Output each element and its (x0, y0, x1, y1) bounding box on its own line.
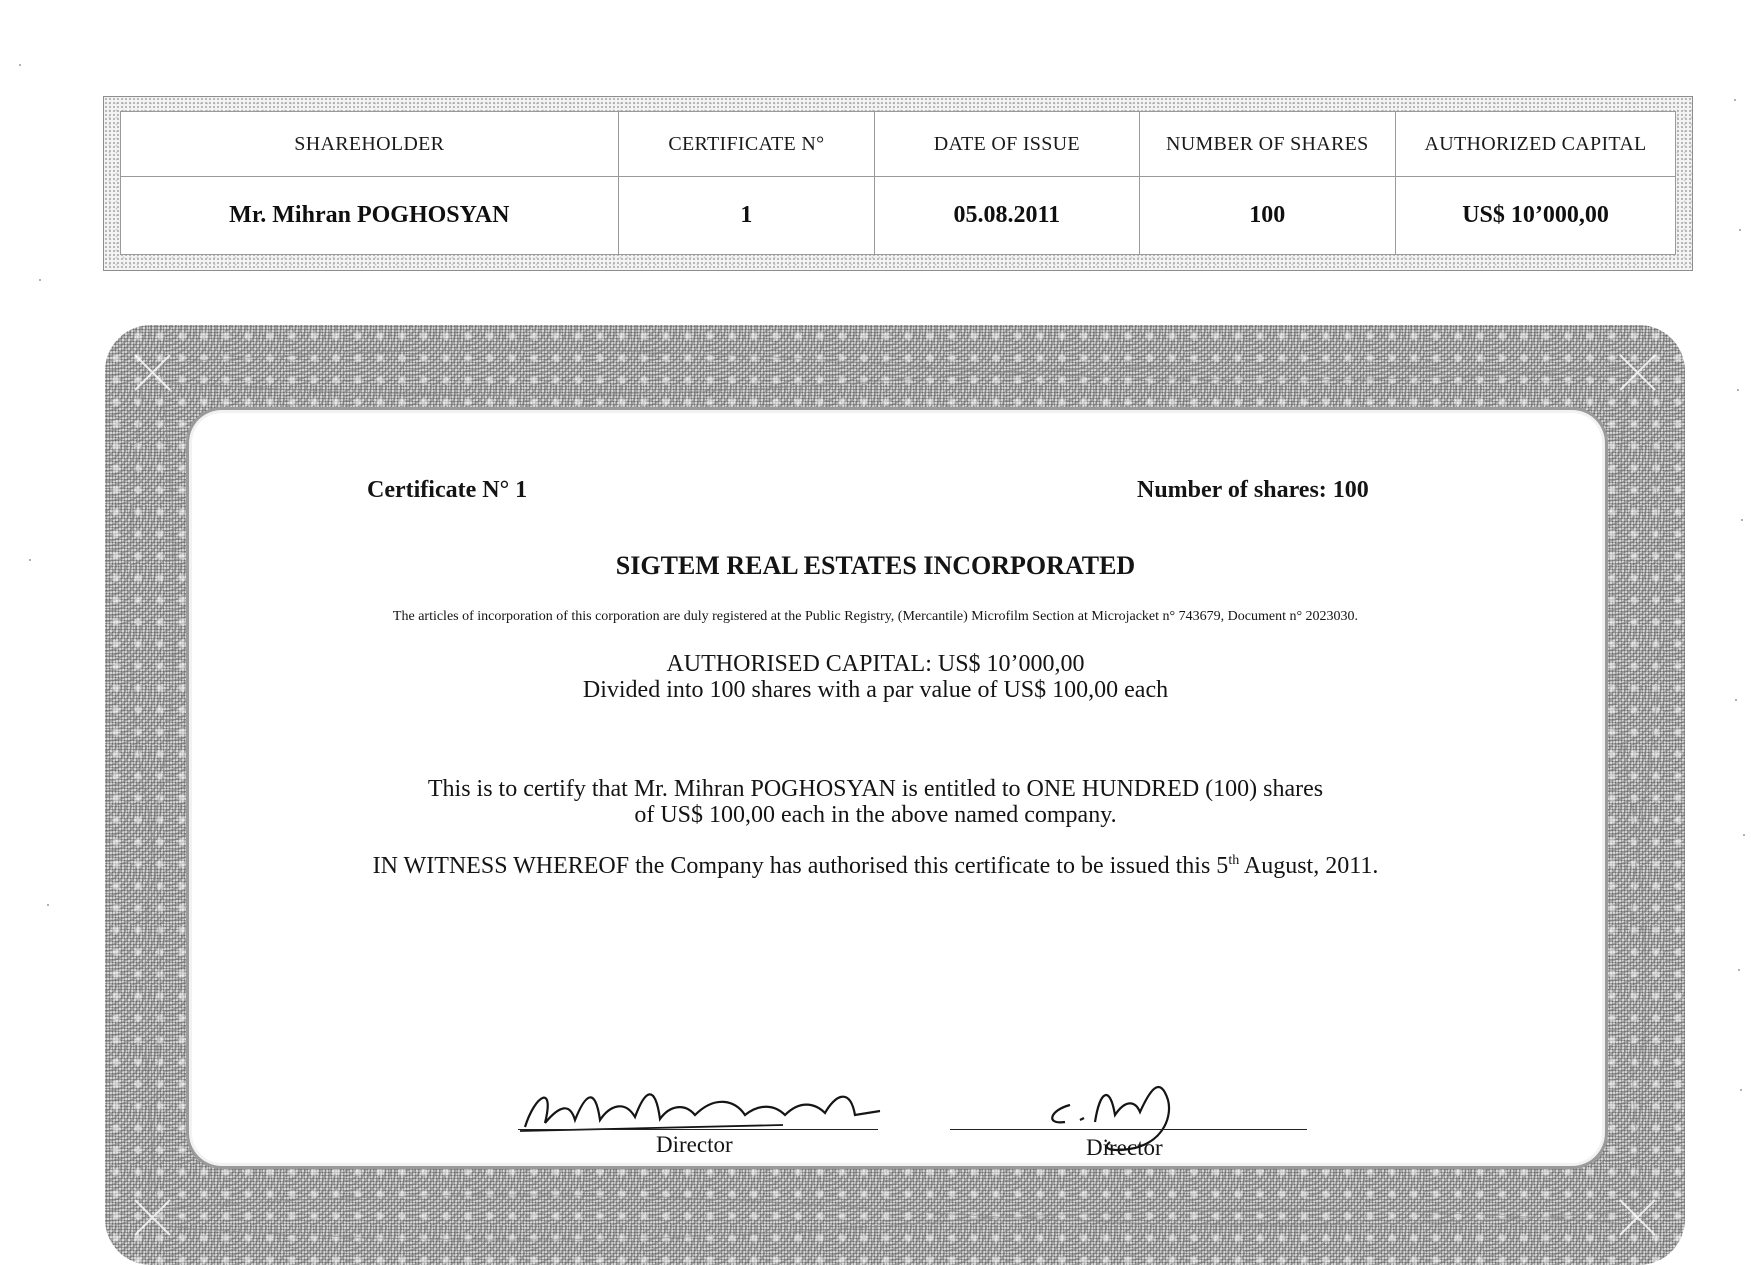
witness-statement (0, 853, 1751, 880)
value-shareholder: Mr. Mihran POGHOSYAN (121, 177, 619, 255)
signatory-2-title: Director (1086, 1135, 1163, 1160)
certification-statement (0, 776, 1751, 828)
witness-ordinal: th (1228, 853, 1240, 868)
header-authorized-capital: AUTHORIZED CAPITAL (1396, 112, 1676, 177)
signature-line-2 (950, 1129, 1307, 1130)
signature-line-1 (518, 1129, 878, 1130)
certificate-number: Certificate N° 1 (367, 477, 528, 503)
registry-note: The articles of incorporation of this corporation are duly registered at the Public Registry, (Mercantile) Microfilm Section at Microjacket n° 743679, Document n° 2023030. (392, 609, 1359, 624)
stub-header-row (121, 112, 1676, 177)
company-name: SIGTEM REAL ESTATES INCORPORATED (615, 551, 1136, 580)
capital-line-2: Divided into 100 shares with a par value of US$ 100,00 each (582, 677, 1169, 703)
number-of-shares: Number of shares: 100 (1137, 477, 1369, 503)
authorised-capital-block (0, 651, 1751, 703)
value-number-of-shares: 100 (1139, 177, 1396, 255)
signatory-1-title: Director (656, 1132, 733, 1157)
capital-line-1: AUTHORISED CAPITAL: US$ 10’000,00 (666, 651, 1085, 677)
header-date-of-issue: DATE OF ISSUE (875, 112, 1139, 177)
counterfoil-stub (103, 96, 1693, 271)
director-signature-1 (515, 1075, 885, 1135)
stub-value-row (121, 177, 1676, 255)
value-authorized-capital: US$ 10’000,00 (1396, 177, 1676, 255)
header-shareholder: SHAREHOLDER (121, 112, 619, 177)
witness-post: August, 2011. (1239, 853, 1379, 879)
value-certificate-number: 1 (618, 177, 875, 255)
value-date-of-issue: 05.08.2011 (875, 177, 1139, 255)
header-certificate-number: CERTIFICATE N° (618, 112, 875, 177)
witness-pre: IN WITNESS WHEREOF the Company has authorised this certificate to be issued this 5 (372, 853, 1229, 879)
certify-line-1: This is to certify that Mr. Mihran POGHOSYAN is entitled to ONE HUNDRED (100) shares (427, 776, 1324, 802)
stub-table (120, 111, 1676, 255)
header-number-of-shares: NUMBER OF SHARES (1139, 112, 1396, 177)
certify-line-2: of US$ 100,00 each in the above named company. (634, 802, 1117, 828)
